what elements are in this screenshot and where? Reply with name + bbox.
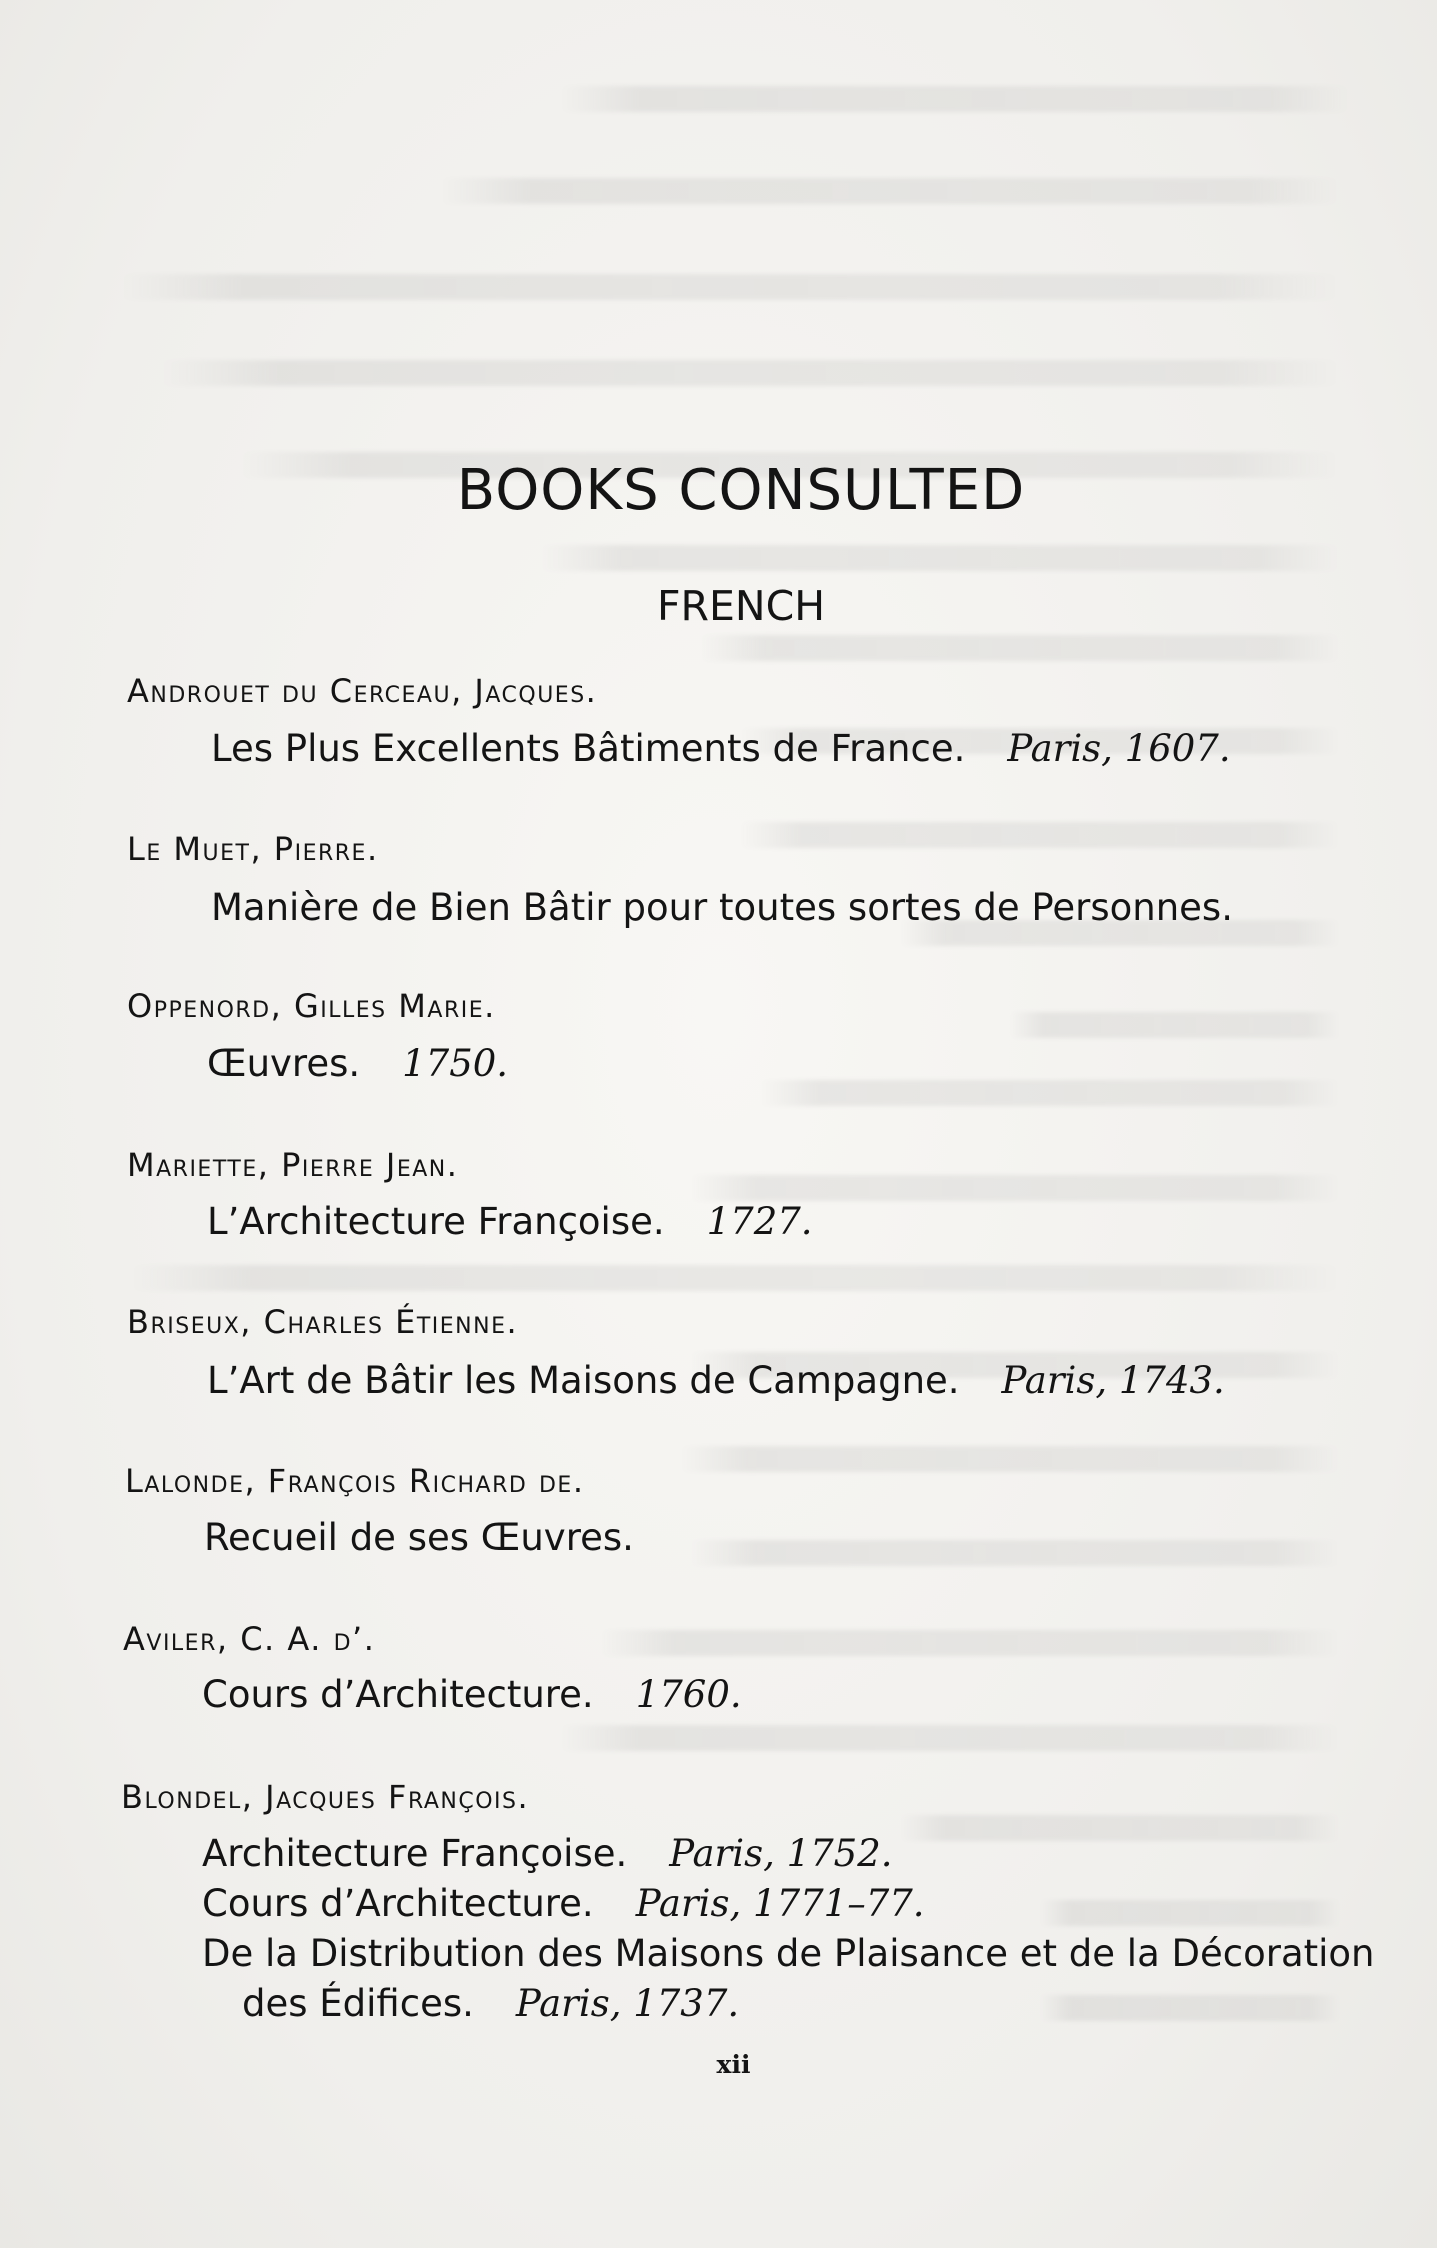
work-title: L’Architecture Françoise. (207, 1200, 665, 1243)
author-name: Mariette, Pierre Jean. (127, 1146, 459, 1184)
book-title (204, 1516, 634, 1559)
publication-place-date: Paris, 1752. (669, 1832, 893, 1875)
work-title: Œuvres. (207, 1042, 361, 1085)
work-title: De la Distribution des Maisons de Plaisance et de la Décoration (202, 1932, 1375, 1975)
author-name: Aviler, C. A. d’. (123, 1620, 376, 1658)
work-title: Cours d’Architecture. (202, 1673, 594, 1716)
book-title (211, 886, 1233, 929)
book-title (207, 1042, 508, 1085)
author-name: Blondel, Jacques François. (121, 1778, 530, 1816)
publication-place-date: Paris, 1607. (1007, 727, 1231, 770)
work-title: Recueil de ses Œuvres. (204, 1516, 634, 1559)
author-name: Lalonde, François Richard de. (125, 1462, 585, 1500)
publication-date: 1727. (706, 1200, 813, 1243)
section-heading: FRENCH (656, 582, 826, 630)
work-title: Les Plus Excellents Bâtiments de France. (211, 727, 966, 770)
author-name: Androuet du Cerceau, Jacques. (127, 672, 598, 710)
work-title: Cours d’Architecture. (202, 1882, 594, 1925)
author-name: Le Muet, Pierre. (127, 830, 379, 868)
book-title (207, 1200, 813, 1243)
publication-place-date: Paris, 1771–77. (635, 1882, 925, 1925)
work-title: L’Art de Bâtir les Maisons de Campagne. (207, 1359, 960, 1402)
book-title (202, 1673, 742, 1716)
book-title-continued (242, 1982, 739, 2025)
book-title (202, 1882, 925, 1925)
page-number: xii (716, 2050, 751, 2079)
book-title (211, 727, 1231, 770)
work-title: Architecture Françoise. (202, 1832, 628, 1875)
book-title (202, 1832, 893, 1875)
publication-date: 1750. (402, 1042, 509, 1085)
book-title (207, 1359, 1225, 1402)
author-name: Oppenord, Gilles Marie. (127, 987, 496, 1025)
publication-place-date: Paris, 1737. (515, 1982, 740, 2025)
author-name: Briseux, Charles Étienne. (127, 1303, 519, 1341)
page-title: BOOKS CONSULTED (456, 458, 1026, 523)
publication-date: 1760. (635, 1673, 742, 1716)
work-title: des Édifices. (242, 1982, 474, 2025)
work-title: Manière de Bien Bâtir pour toutes sortes de Personnes. (211, 886, 1233, 929)
book-title (202, 1932, 1375, 1975)
publication-place-date: Paris, 1743. (1001, 1359, 1225, 1402)
